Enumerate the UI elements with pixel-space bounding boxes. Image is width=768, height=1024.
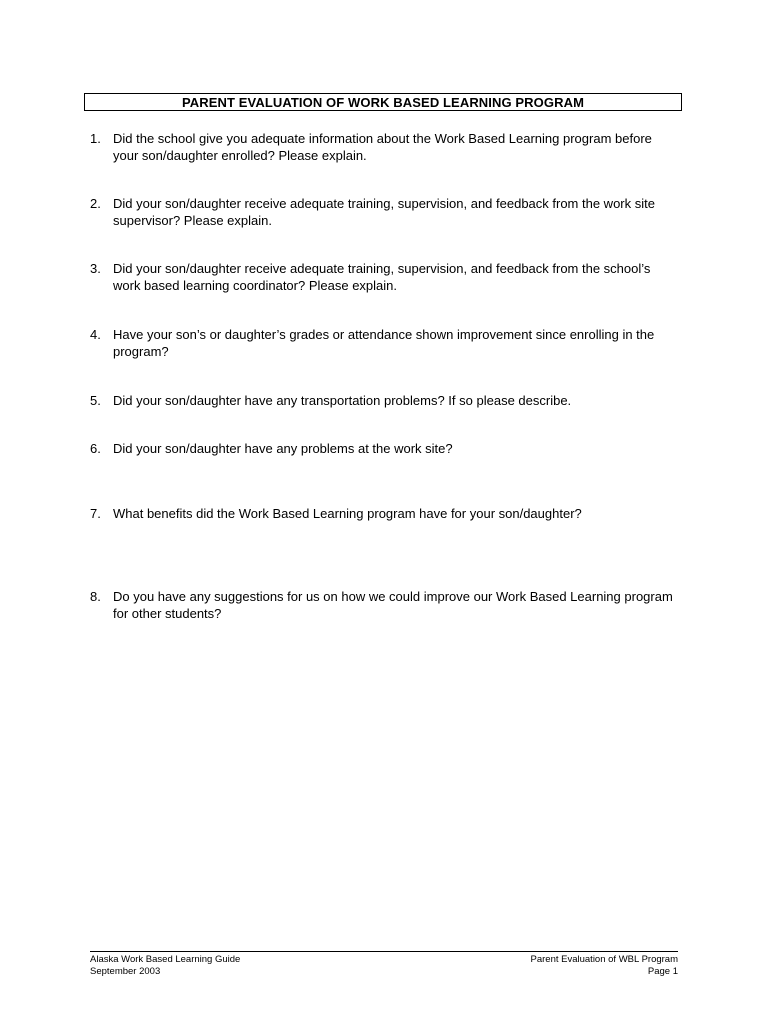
- question-7: [90, 505, 680, 522]
- question-text: Did your son/daughter have any transportation problems? If so please describe.: [113, 393, 572, 408]
- question-number: 3.: [90, 261, 101, 276]
- question-text: Did the school give you adequate information about the Work Based Learning program before your son/daughter enrolled? Please explain.: [113, 131, 652, 163]
- document-title: [84, 93, 682, 111]
- question-number: 5.: [90, 393, 101, 408]
- question-number: 1.: [90, 131, 101, 146]
- footer-section-name: Parent Evaluation of WBL Program: [530, 954, 678, 965]
- question-4: [90, 326, 680, 360]
- question-text: Do you have any suggestions for us on how we could improve our Work Based Learning program for other students?: [113, 589, 673, 621]
- question-6: [90, 440, 680, 457]
- footer-left: [90, 954, 240, 977]
- question-number: 2.: [90, 196, 101, 211]
- question-5: [90, 392, 680, 409]
- question-number: 6.: [90, 441, 101, 456]
- question-1: [90, 130, 680, 164]
- question-3: [90, 260, 680, 294]
- question-text: Have your son’s or daughter’s grades or attendance shown improvement since enrolling in the program?: [113, 327, 655, 359]
- footer-date: September 2003: [90, 965, 161, 977]
- question-number: 4.: [90, 327, 101, 342]
- question-text: What benefits did the Work Based Learning program have for your son/daughter?: [113, 506, 582, 521]
- question-number: 7.: [90, 506, 101, 521]
- question-text: Did your son/daughter have any problems at the work site?: [113, 441, 453, 456]
- question-2: [90, 195, 680, 229]
- footer-page-number: Page 1: [647, 965, 678, 977]
- footer-right: [531, 954, 679, 977]
- question-text: Did your son/daughter receive adequate training, supervision, and feedback from the work site supervisor? Please explain.: [113, 196, 655, 228]
- footer-guide-name: Alaska Work Based Learning Guide: [90, 954, 241, 965]
- footer-divider: [90, 951, 678, 952]
- question-text: Did your son/daughter receive adequate training, supervision, and feedback from the school’s work based learning coordinator? Please explain.: [113, 261, 651, 293]
- question-number: 8.: [90, 589, 101, 604]
- question-8: [90, 588, 680, 622]
- document-title-text: PARENT EVALUATION OF WORK BASED LEARNING PROGRAM: [181, 94, 585, 110]
